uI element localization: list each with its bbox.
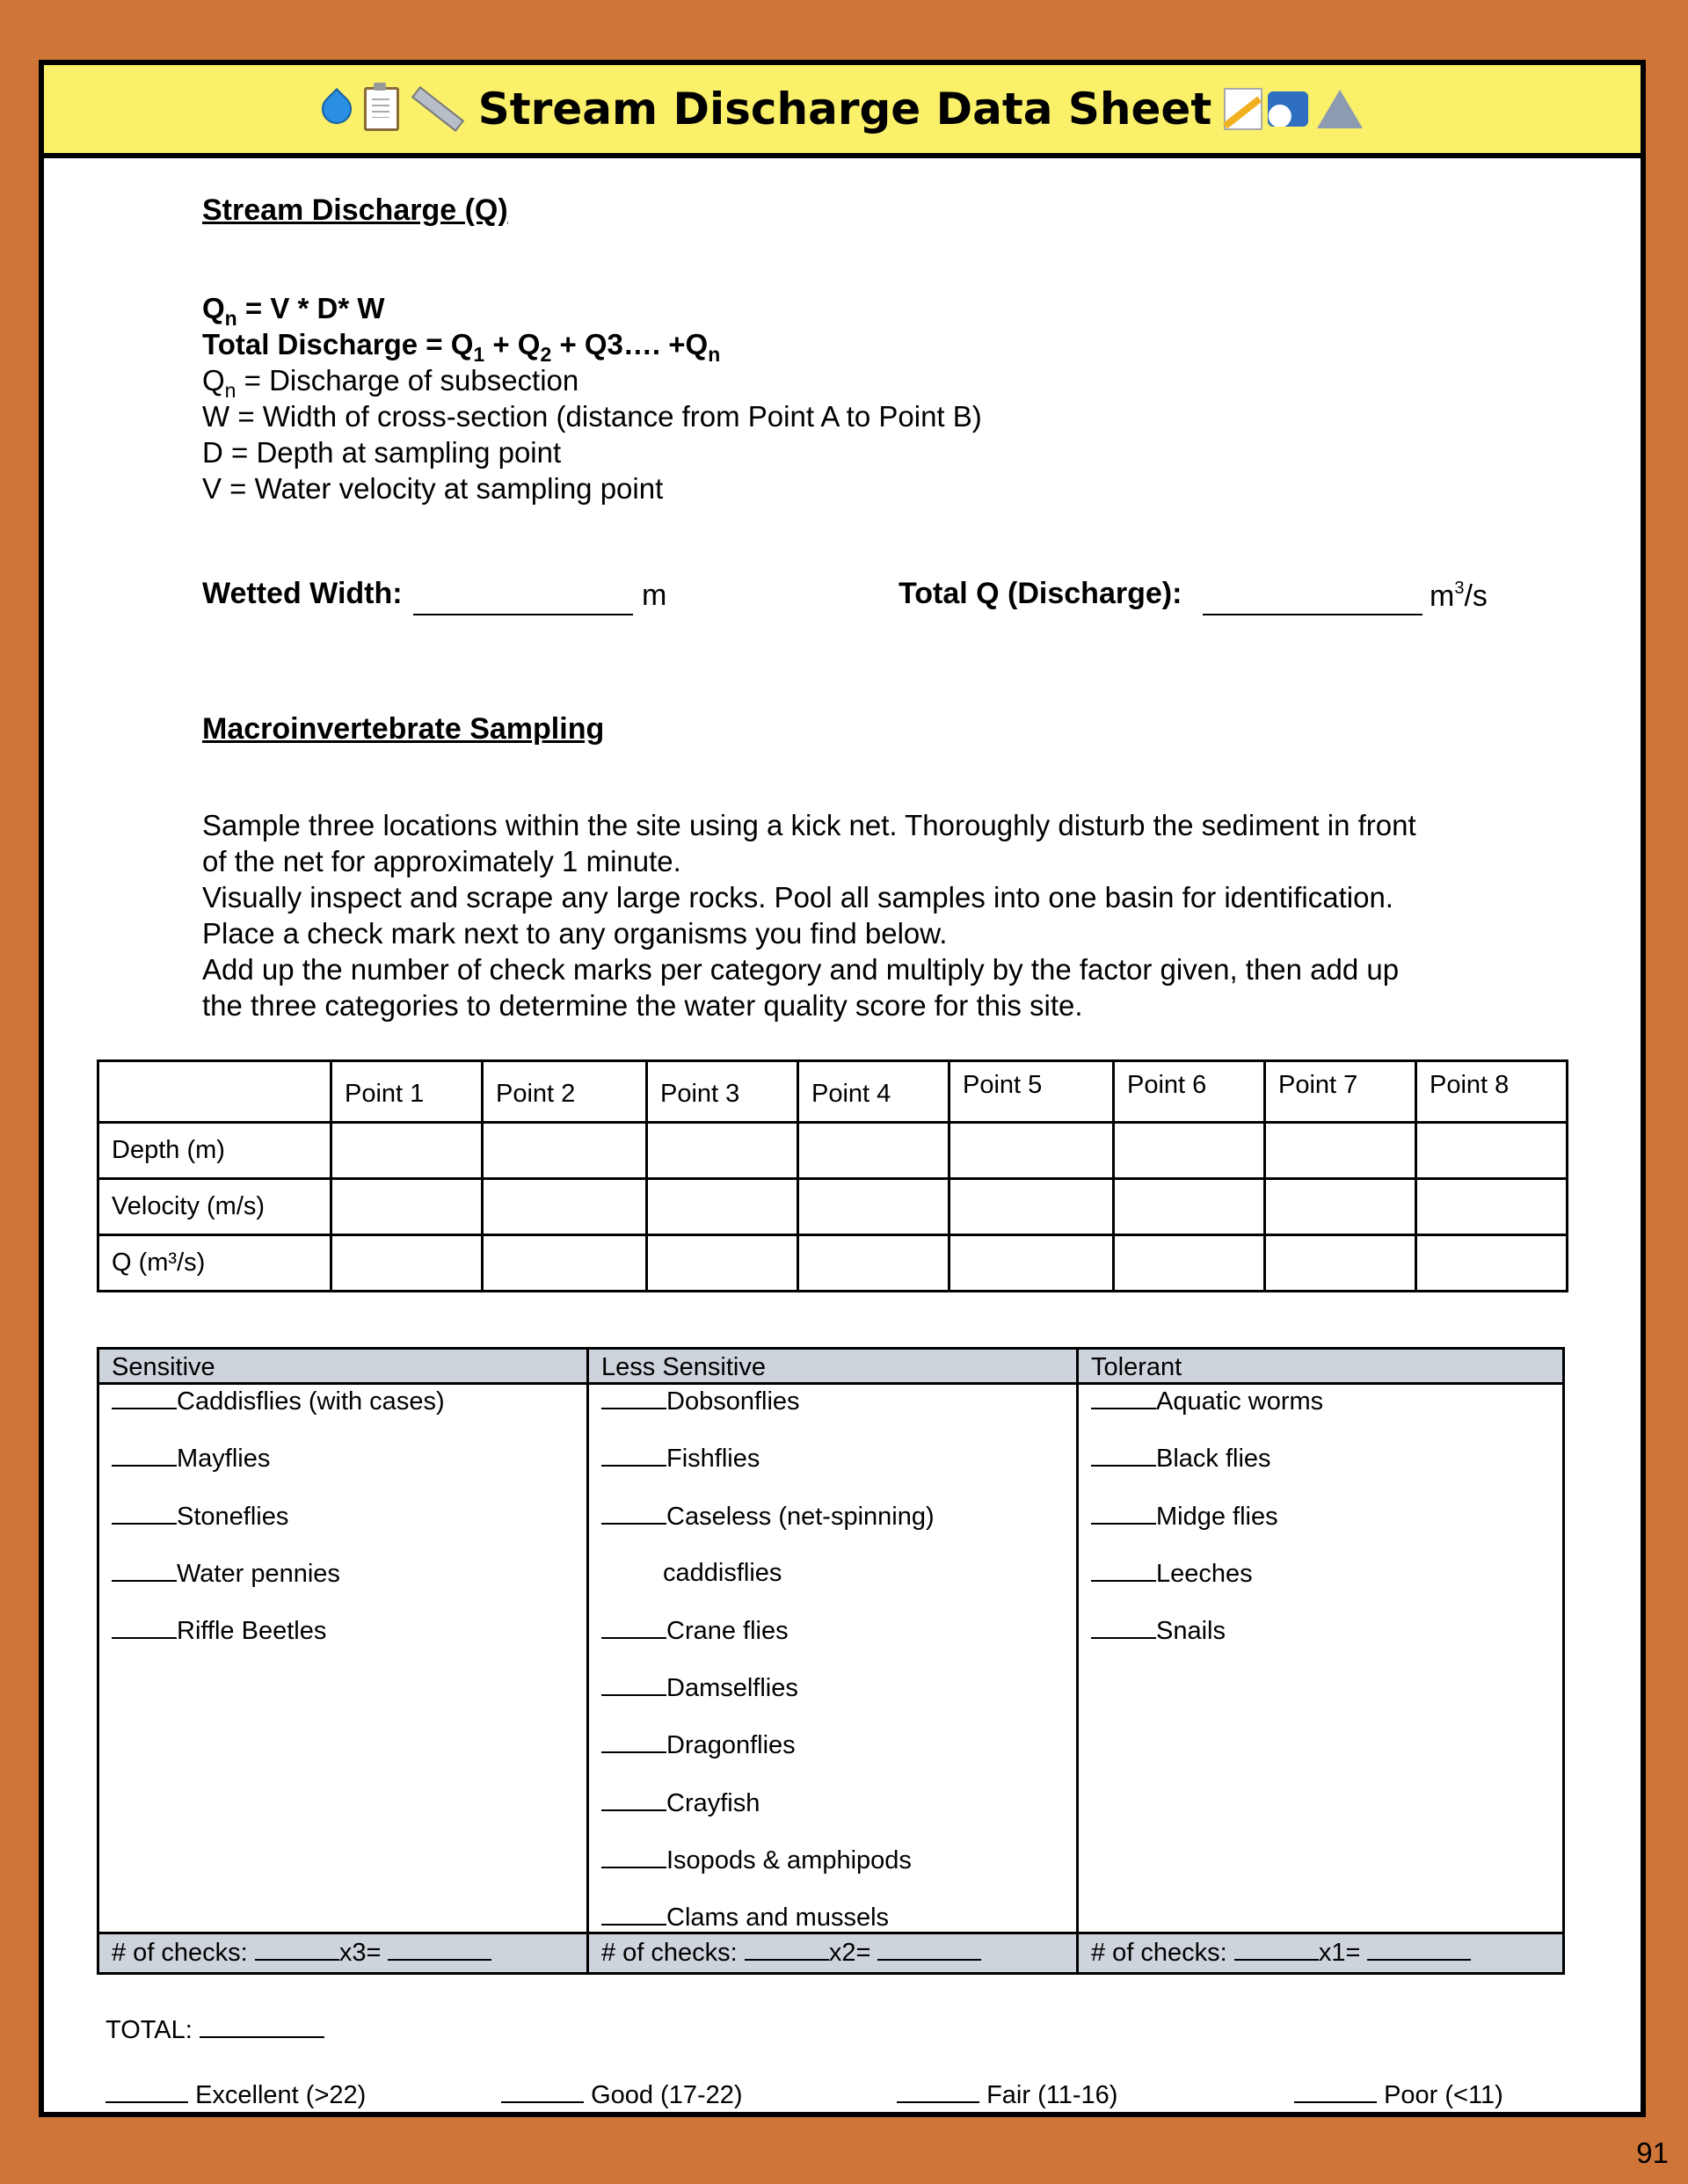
table-row [98, 1123, 1568, 1179]
list-item[interactable]: Aquatic worms [1091, 1383, 1323, 1418]
data-sheet [39, 60, 1646, 2117]
definition-v: V = Water velocity at sampling point [202, 472, 664, 505]
cell-input[interactable] [331, 1179, 483, 1235]
list-item[interactable]: Clams and mussels [601, 1899, 889, 1934]
macro-line-1: Sample three locations within the site using a kick net. Thoroughly disturb the sediment in front [202, 809, 1416, 841]
list-item[interactable]: Mayflies [112, 1440, 270, 1475]
wetted-width-unit: m [642, 579, 667, 612]
macro-line-4: Place a check mark next to any organisms you find below. [202, 917, 948, 950]
macro-line-5: Add up the number of check marks per category and multiply by the factor given, then add up [202, 953, 1400, 986]
total-q-unit: $m^3/s$ [1430, 579, 1488, 613]
tolerant-footer: # of checks: x1= [1079, 1932, 1562, 1972]
formula-subsection: $Q_n = V * D*$ W [202, 292, 385, 330]
title-decor-left [322, 87, 466, 131]
cell-input[interactable] [798, 1123, 950, 1179]
row-label-q: Q (m³/s) [98, 1235, 331, 1292]
header-corner [98, 1061, 331, 1123]
cell-input[interactable] [1265, 1235, 1416, 1292]
water-drop-icon [316, 88, 358, 130]
cell-input[interactable] [950, 1123, 1114, 1179]
cell-input[interactable] [647, 1123, 798, 1179]
list-item[interactable]: Dobsonflies [601, 1383, 800, 1418]
rating-good[interactable]: Good (17-22) [501, 2078, 743, 2110]
list-item[interactable]: Leeches [1091, 1555, 1253, 1591]
less-sensitive-column [589, 1350, 1079, 1972]
score-field[interactable] [388, 1936, 491, 1961]
cell-input[interactable] [798, 1179, 950, 1235]
clipboard-icon [364, 87, 399, 131]
sensitive-column [99, 1350, 589, 1972]
rating-excellent[interactable]: Excellent (>22) [106, 2078, 366, 2110]
cell-input[interactable] [1265, 1123, 1416, 1179]
macro-line-2: of the net for approximately 1 minute. [202, 845, 681, 877]
total-row: TOTAL: [106, 2013, 324, 2045]
ruler-icon [411, 86, 464, 132]
list-item[interactable]: Stoneflies [112, 1498, 288, 1533]
list-item[interactable]: Fishflies [601, 1440, 760, 1475]
title-decor-right [1224, 88, 1363, 130]
cell-input[interactable] [950, 1179, 1114, 1235]
triangle-ruler-icon [1317, 90, 1363, 128]
cell-input[interactable] [1416, 1123, 1568, 1179]
header-point-5: Point 5 [950, 1061, 1114, 1123]
tolerant-column [1079, 1350, 1562, 1972]
less-sensitive-footer: # of checks: x2= [589, 1932, 1076, 1972]
cell-input[interactable] [1114, 1179, 1265, 1235]
tolerant-header: Tolerant [1079, 1350, 1562, 1385]
list-item[interactable]: Caseless (net-spinning) [601, 1498, 935, 1533]
macro-line-6: the three categories to determine the water quality score for this site. [202, 989, 1083, 1022]
list-item[interactable]: Riffle Beetles [112, 1613, 326, 1648]
definition-q: $Q_n$ = Discharge of subsection [202, 364, 579, 402]
score-field[interactable] [877, 1936, 981, 1961]
list-item: caddisflies [663, 1559, 782, 1587]
header-point-8: Point 8 [1416, 1061, 1568, 1123]
checks-field[interactable] [1234, 1936, 1319, 1961]
header-point-2: Point 2 [483, 1061, 647, 1123]
measurement-table [97, 1059, 1568, 1292]
table-row [98, 1179, 1568, 1235]
header-point-6: Point 6 [1114, 1061, 1265, 1123]
definition-w: W = Width of cross-section (distance from Point A to Point B) [202, 400, 982, 433]
list-item[interactable]: Crayfish [601, 1785, 760, 1820]
checks-field[interactable] [255, 1936, 339, 1961]
list-item[interactable]: Snails [1091, 1613, 1226, 1648]
cell-input[interactable] [1265, 1179, 1416, 1235]
list-item[interactable]: Isopods & amphipods [601, 1842, 912, 1877]
less-sensitive-header: Less Sensitive [589, 1350, 1076, 1385]
page-title: Stream Discharge Data Sheet [477, 84, 1212, 135]
total-field[interactable] [200, 2013, 324, 2038]
score-field[interactable] [1367, 1936, 1471, 1961]
cell-input[interactable] [950, 1235, 1114, 1292]
cell-input[interactable] [1416, 1179, 1568, 1235]
wave-icon [1268, 91, 1308, 127]
cell-input[interactable] [1114, 1123, 1265, 1179]
total-q-label: Total Q (Discharge): [899, 577, 1182, 610]
wetted-width-field[interactable] [413, 589, 633, 615]
table-header-row [98, 1061, 1568, 1123]
list-item[interactable]: Black flies [1091, 1440, 1271, 1475]
cell-input[interactable] [647, 1179, 798, 1235]
header-point-3: Point 3 [647, 1061, 798, 1123]
header-point-4: Point 4 [798, 1061, 950, 1123]
sensitive-header: Sensitive [99, 1350, 586, 1385]
formula-total: Total Discharge = $Q_1 + Q_2$ + Q3…. $+Q_n$ [202, 328, 721, 366]
header-point-1: Point 1 [331, 1061, 483, 1123]
cell-input[interactable] [331, 1123, 483, 1179]
list-item[interactable]: Damselflies [601, 1670, 798, 1705]
cell-input[interactable] [1416, 1235, 1568, 1292]
memo-pencil-icon [1224, 88, 1262, 130]
list-item[interactable]: Midge flies [1091, 1498, 1278, 1533]
cell-input[interactable] [331, 1235, 483, 1292]
header-point-7: Point 7 [1265, 1061, 1416, 1123]
discharge-heading: Stream Discharge (Q) [202, 193, 508, 227]
checks-field[interactable] [745, 1936, 829, 1961]
page-number: 91 [1636, 2137, 1669, 2169]
list-item[interactable]: Caddisflies (with cases) [112, 1383, 445, 1418]
definition-d: D = Depth at sampling point [202, 436, 562, 469]
cell-input[interactable] [647, 1235, 798, 1292]
title-bar [44, 65, 1641, 158]
wetted-width-label: Wetted Width: [202, 577, 403, 610]
sensitive-footer: # of checks: x3= [99, 1932, 586, 1972]
cell-input[interactable] [798, 1235, 950, 1292]
organism-table [97, 1347, 1565, 1975]
cell-input[interactable] [483, 1179, 647, 1235]
row-label-velocity: Velocity (m/s) [98, 1179, 331, 1235]
rating-fair[interactable]: Fair (11-16) [897, 2078, 1117, 2110]
table-row [98, 1235, 1568, 1292]
cell-input[interactable] [1114, 1235, 1265, 1292]
list-item[interactable]: Dragonflies [601, 1727, 796, 1762]
macro-heading: Macroinvertebrate Sampling [202, 712, 605, 746]
row-label-depth: Depth (m) [98, 1123, 331, 1179]
list-item[interactable]: Water pennies [112, 1555, 340, 1591]
macro-line-3: Visually inspect and scrape any large rocks. Pool all samples into one basin for identification. [202, 881, 1393, 914]
cell-input[interactable] [483, 1123, 647, 1179]
total-q-field[interactable] [1203, 589, 1422, 615]
rating-poor[interactable]: Poor (<11) [1294, 2078, 1503, 2110]
cell-input[interactable] [483, 1235, 647, 1292]
list-item[interactable]: Crane flies [601, 1613, 789, 1648]
